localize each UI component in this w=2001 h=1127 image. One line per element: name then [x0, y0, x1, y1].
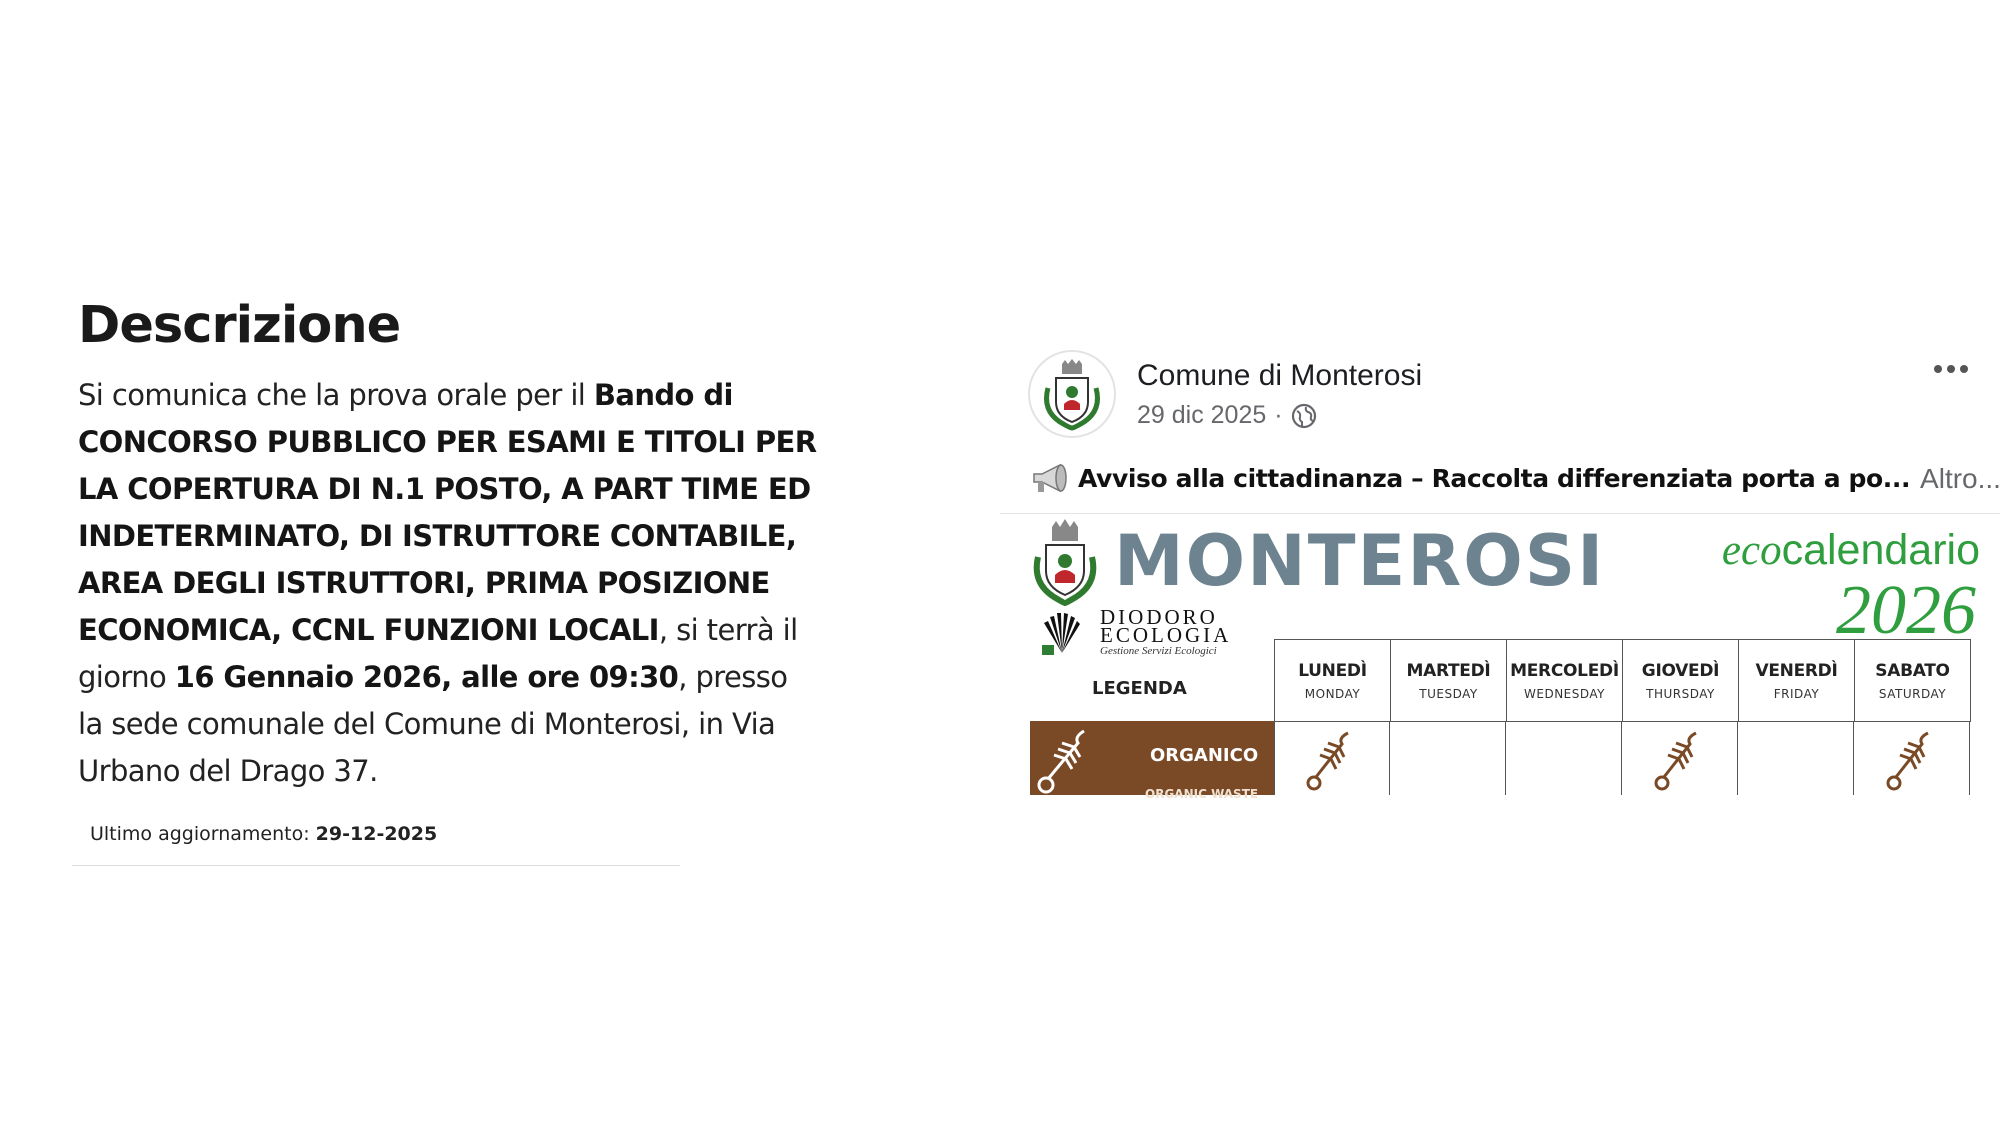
weekday-en: THURSDAY [1646, 686, 1715, 701]
weekday-en: WEDNESDAY [1524, 686, 1605, 701]
legend-label: LEGENDA [1092, 678, 1187, 699]
description-text-1: Si comunica che la prova orale per il [78, 378, 594, 412]
collection-cell-empty [1506, 721, 1622, 795]
see-more-link[interactable]: Altro... [1920, 463, 2001, 494]
organico-legend-cell [1030, 721, 1274, 801]
company-logo [1038, 607, 1278, 665]
weekday-cell [1507, 640, 1623, 722]
more-icon-dot [1960, 365, 1968, 373]
fan-logo-icon [1038, 609, 1086, 657]
description-heading: Descrizione [78, 296, 401, 355]
calendar-town-title: MONTEROSI [1114, 520, 1606, 602]
weekday-it: SABATO [1875, 660, 1950, 681]
organico-sublabel: ORGANIC WASTE [1145, 787, 1259, 801]
weekday-cell [1391, 640, 1507, 722]
collection-cell-active [1622, 721, 1738, 795]
description-body [78, 372, 818, 795]
last-updated [90, 823, 818, 845]
post-image-ecocalendar[interactable] [1030, 515, 1982, 801]
company-name-line1: DIODORO [1100, 605, 1218, 629]
meta-separator: · [1274, 401, 1283, 429]
more-options-button[interactable] [1934, 365, 1968, 373]
calendar-year: 2026 [1836, 572, 1976, 649]
weekday-it: VENERDÌ [1755, 660, 1838, 681]
megaphone-icon [1030, 462, 1070, 496]
company-name-line2: ECOLOGIA [1100, 623, 1232, 647]
description-bold-title: Bando di CONCORSO PUBBLICO PER ESAMI E TITOLI PER LA COPERTURA DI N.1 POSTO, A PART TIME ED INDETERMINATO, DI ISTRUTTORE CONTABILE, AREA DEGLI ISTRUTTORI, PRIMA POSIZIONE ECONOMICA, CCNL FUNZIONI LOCALI [78, 378, 817, 647]
post-meta [1137, 401, 1317, 430]
weekday-it: LUNEDÌ [1298, 660, 1367, 681]
weekday-cell [1623, 640, 1739, 722]
post-date[interactable]: 29 dic 2025 [1137, 401, 1267, 429]
collection-cell-empty [1390, 721, 1506, 795]
post-text [1030, 457, 2001, 501]
fish-bone-icon [1304, 729, 1360, 793]
crest-icon [1040, 358, 1104, 430]
company-tagline: Gestione Servizi Ecologici [1100, 645, 1217, 657]
weekday-en: TUESDAY [1419, 686, 1478, 701]
description-section [78, 292, 818, 845]
description-bold-date: 16 Gennaio 2026, alle ore 09:30 [174, 660, 679, 694]
globe-icon [1291, 403, 1317, 429]
more-icon-dot [1934, 365, 1942, 373]
page-name[interactable]: Comune di Monterosi [1137, 359, 1423, 392]
organico-label: ORGANICO [1150, 745, 1259, 766]
description-text-3: , presso la sede comunale del Comune di Monterosi, in Via Urbano del Drago 37. [78, 660, 788, 788]
fish-bone-icon [1034, 727, 1098, 797]
post-divider [1000, 513, 2000, 514]
collection-cell-active [1854, 721, 1970, 795]
description-text-2: , si terrà il giorno [78, 613, 798, 694]
collection-cell-empty [1738, 721, 1854, 795]
weekday-header [1274, 639, 1971, 721]
weekday-en: MONDAY [1304, 686, 1361, 701]
page-avatar[interactable] [1028, 350, 1116, 438]
last-updated-label: Ultimo aggiornamento: [90, 823, 316, 845]
fish-bone-icon [1884, 729, 1940, 793]
weekday-en: FRIDAY [1773, 686, 1820, 701]
weekday-it: MARTEDÌ [1406, 660, 1491, 681]
weekday-it: MERCOLEDÌ [1510, 660, 1619, 681]
weekday-cell [1855, 640, 1971, 722]
last-updated-date: 29-12-2025 [315, 823, 438, 845]
weekday-it: GIOVEDÌ [1641, 660, 1720, 681]
eco-word: calendario [1781, 526, 1980, 574]
weekday-en: SATURDAY [1878, 686, 1947, 701]
organico-row [1030, 721, 1970, 801]
eco-prefix: eco [1721, 527, 1782, 574]
collection-cell-active [1274, 721, 1390, 795]
crest-icon [1030, 517, 1100, 605]
weekday-cell [1275, 640, 1391, 722]
social-post [1000, 345, 2001, 801]
ecocalendario-title [1722, 525, 1980, 576]
divider [72, 865, 680, 866]
post-text-content: Avviso alla cittadinanza – Raccolta differenziata porta a po... [1078, 464, 1911, 493]
weekday-cell [1739, 640, 1855, 722]
more-icon-dot [1947, 365, 1955, 373]
fish-bone-icon [1652, 729, 1708, 793]
